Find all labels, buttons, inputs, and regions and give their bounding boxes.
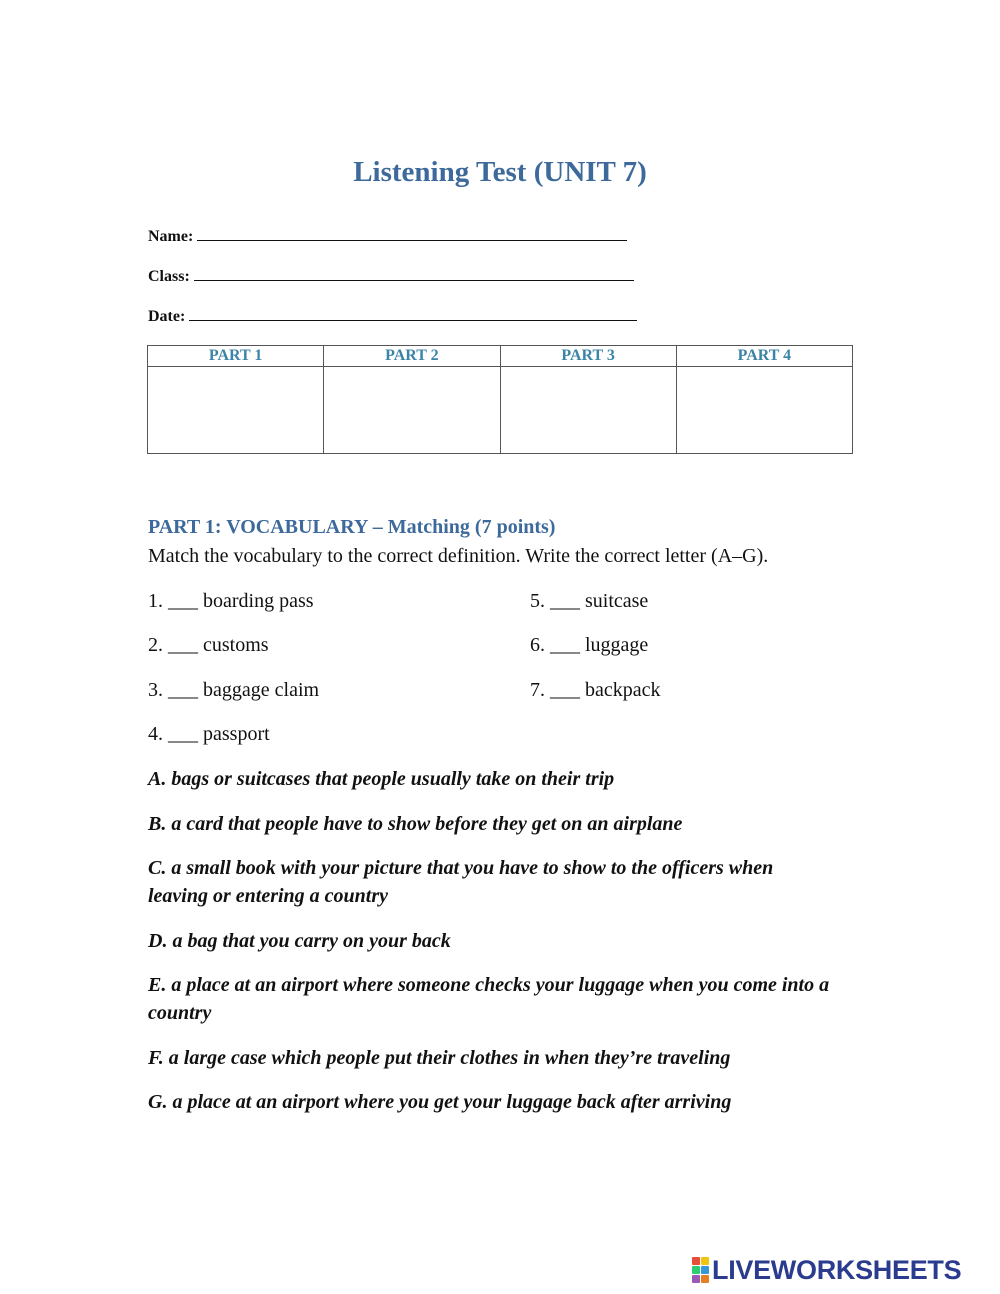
definition-b: B. a card that people have to show before they get on an airplane <box>148 813 683 835</box>
class-label: Class: <box>148 268 190 285</box>
name-field <box>148 226 627 246</box>
vocab-item-4[interactable]: 4. ___ passport <box>148 723 270 745</box>
score-cell-part3[interactable] <box>500 367 676 454</box>
liveworksheets-logo[interactable] <box>692 1255 961 1285</box>
definition-e: E. a place at an airport where someone checks your luggage when you come into a country <box>148 974 830 1024</box>
name-label: Name: <box>148 228 194 245</box>
part1-instruction: Match the vocabulary to the correct definition. Write the correct letter (A–G). <box>148 545 769 567</box>
logo-square-4 <box>701 1266 709 1274</box>
vocab-item-3[interactable]: 3. ___ baggage claim <box>148 679 320 701</box>
date-field <box>148 306 637 326</box>
vocab-item-5[interactable]: 5. ___ suitcase <box>530 590 649 612</box>
date-line[interactable] <box>189 306 637 321</box>
score-header-part3: PART 3 <box>500 346 676 367</box>
vocab-item-1[interactable]: 1. ___ boarding pass <box>148 590 314 612</box>
liveworksheets-logo-icon <box>692 1257 709 1283</box>
score-header-part1: PART 1 <box>148 346 324 367</box>
part1-heading: PART 1: VOCABULARY – Matching (7 points) <box>148 516 556 538</box>
definition-d: D. a bag that you carry on your back <box>148 930 451 952</box>
score-cell-part4[interactable] <box>676 367 852 454</box>
page-title: Listening Test (UNIT 7) <box>353 156 647 188</box>
vocab-item-2[interactable]: 2. ___ customs <box>148 634 269 656</box>
score-cell-part1[interactable] <box>148 367 324 454</box>
vocab-item-7[interactable]: 7. ___ backpack <box>530 679 661 701</box>
vocab-item-6[interactable]: 6. ___ luggage <box>530 634 649 656</box>
class-field <box>148 266 634 286</box>
score-header-part4: PART 4 <box>676 346 852 367</box>
logo-square-2 <box>701 1257 709 1265</box>
definition-a: A. bags or suitcases that people usually take on their trip <box>148 768 615 790</box>
definition-g: G. a place at an airport where you get your luggage back after arriving <box>148 1091 732 1113</box>
date-label: Date: <box>148 308 186 325</box>
logo-square-3 <box>692 1266 700 1274</box>
logo-square-5 <box>692 1275 700 1283</box>
class-line[interactable] <box>194 266 634 281</box>
logo-square-1 <box>692 1257 700 1265</box>
liveworksheets-logo-text: LIVEWORKSHEETS <box>712 1254 962 1285</box>
score-header-part2: PART 2 <box>324 346 500 367</box>
score-table <box>147 345 853 454</box>
name-line[interactable] <box>197 226 627 241</box>
definition-c: C. a small book with your picture that you have to show to the officers when leaving or entering a country <box>148 857 774 907</box>
logo-square-6 <box>701 1275 709 1283</box>
definition-f: F. a large case which people put their clothes in when they’re traveling <box>148 1047 731 1069</box>
score-cell-part2[interactable] <box>324 367 500 454</box>
